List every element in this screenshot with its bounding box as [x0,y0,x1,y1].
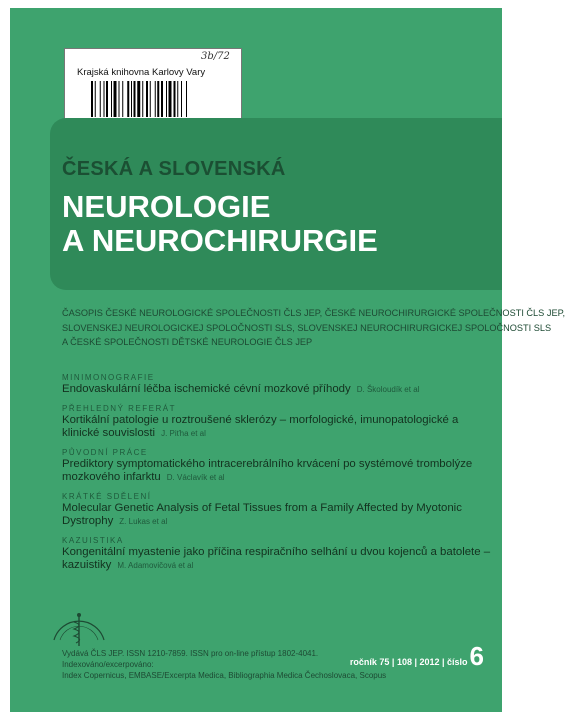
table-of-contents [62,372,498,579]
publisher-line: Indexováno/excerpováno: [62,660,154,669]
toc-entry-kazuistika [62,535,498,573]
societies-line: ČASOPIS ČESKÉ NEUROLOGICKÉ SPOLEČNOSTI ČLS JEP, ČESKÉ NEUROCHIRURGICKÉ SPOLEČNOSTI ČLS JEP, [62,308,565,318]
societies-line: A ČESKÉ SPOLEČNOSTI DĚTSKÉ NEUROLOGIE ČLS JEP [62,337,313,347]
toc-entry-minimonografie [62,372,498,397]
toc-category: KAZUISTIKA [62,535,124,545]
toc-title: Kortikální patologie u roztroušené sklerózy – morfologické, imunopatologické a klinické souvislosti [62,413,459,439]
journal-title-line1: ČESKÁ A SLOVENSKÁ [62,158,286,180]
toc-title: Prediktory symptomatického intracerebrálního krvácení po systémové trombolýze mozkového infarktu [62,457,473,483]
toc-title: Endovaskulární léčba ischemické cévní mozkové příhody [62,383,351,395]
toc-category: PŮVODNÍ PRÁCE [62,447,148,457]
publisher-line: Vydává ČLS JEP. ISSN 1210-7859. ISSN pro on-line přístup 1802-4041. [62,649,319,658]
journal-title-line3: A NEUROCHIRURGIE [62,223,378,258]
barcode [91,81,213,117]
toc-entry-prehledny-referat [62,403,498,441]
journal-title-line2: NEUROLOGIE [62,189,271,224]
toc-title: Molecular Genetic Analysis of Fetal Tissues from a Family Affected by Myotonic Dystrophy [62,501,462,527]
toc-author: D. Školoudík et al [356,385,420,394]
societies-statement [62,306,565,350]
publisher-line: Index Copernicus, EMBASE/Excerpta Medica, Bibliographia Medica Čechoslovaca, Scopus [62,671,387,680]
toc-title: Kongenitální myastenie jako příčina respiračního selhání u dvou kojenců a batolete – kazuistiky [62,545,491,571]
toc-category: KRÁTKÉ SDĚLENÍ [62,491,152,501]
societies-line: SLOVENSKEJ NEUROLOGICKEJ SPOLOČNOSTI SLS, SLOVENSKEJ NEUROCHIRURGICKEJ SPOLOČNOSTI SLS [62,322,552,333]
issue-number: 6 [469,641,484,671]
toc-author: D. Václavík et al [166,473,225,482]
library-name: Krajská knihovna Karlovy Vary [77,67,206,78]
cls-jep-seal-icon [44,594,114,656]
handwritten-note: 3b/72 [201,51,230,62]
toc-author: J. Piťha et al [161,429,206,438]
title-band [50,118,502,290]
toc-category: PŘEHLEDNÝ REFERÁT [62,403,176,413]
toc-entry-puvodni-prace [62,447,498,485]
toc-entry-kratke-sdeleni [62,491,498,529]
toc-author: Z. Lukas et al [119,517,168,526]
toc-category: MINIMONOGRAFIE [62,373,155,382]
issue-info [350,641,484,672]
journal-cover [10,8,565,712]
publisher-info [62,648,386,681]
toc-author: M. Adamovičová et al [117,561,194,570]
issue-volume: ročník 75 | 108 | 2012 | číslo [349,657,468,667]
